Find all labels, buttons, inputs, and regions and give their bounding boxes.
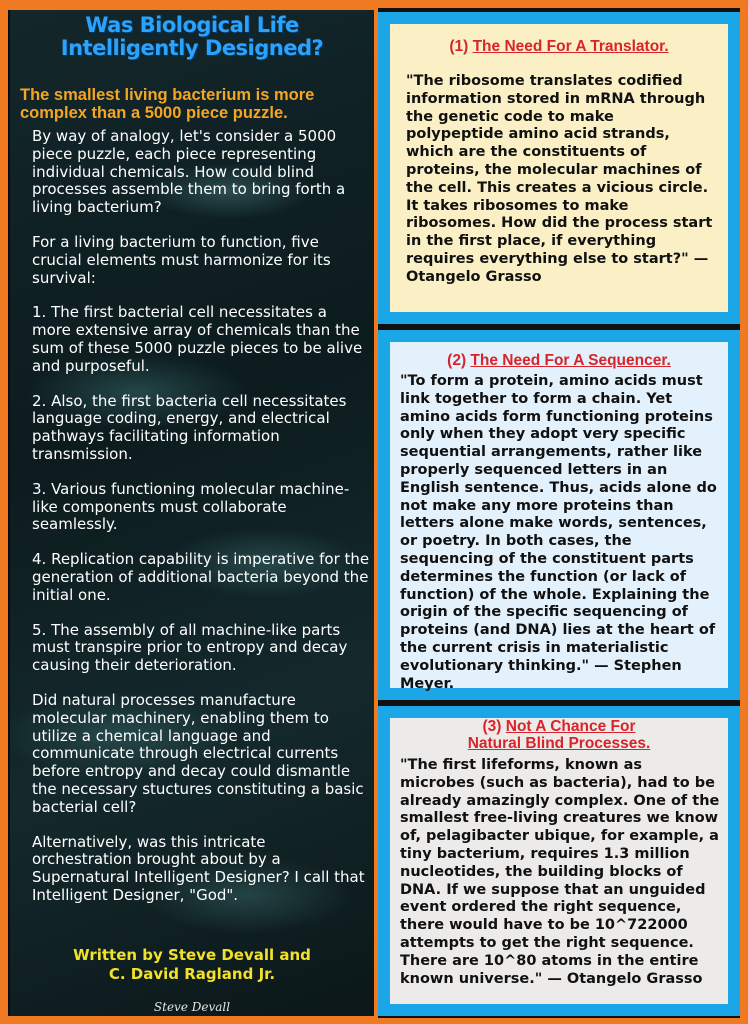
box-number: (1) [449, 38, 469, 55]
box-number: (2) [447, 352, 467, 369]
paragraph: By way of analogy, let's consider a 5000 piece puzzle, each piece representing individual chemicals. How could blind processes assemble them to bring forth a living bacterium? [32, 127, 346, 217]
page-title [10, 14, 374, 60]
title-line-1: Was Biological Life [85, 13, 299, 37]
paragraph: 4. Replication capability is imperative for the generation of additional bacteria beyond the initial one. [32, 550, 370, 604]
left-panel [8, 10, 374, 1016]
box-heading [390, 352, 728, 369]
author-credit [10, 946, 374, 984]
signature: Steve Devall [153, 1000, 231, 1014]
quote-box-sequencer [378, 330, 740, 700]
paragraph: 2. Also, the first bacteria cell necessitates language coding, energy, and electrical pathways facilitating information transmission. [32, 391, 347, 463]
quote-box-translator [378, 12, 740, 324]
box-heading-text: The Need For A Sequencer. [470, 352, 671, 369]
quote-text: "The first lifeforms, known as microbes (such as bacteria), had to be already amazingly complex. One of the smallest free-living creatures we know of, pelagibacter ubique, for example, a tiny bacterium, requires 1.3 million nucleotides, the building blocks of DNA. If we suppose that an unguided event ordered the right sequence, there would have to be 10^722000 attempts to get the right sequence. There are 10^80 atoms in the entire known universe." — Otangelo Grasso [400, 757, 720, 987]
box-number: (3) [482, 718, 502, 735]
credit-line-1: Written by Steve Devall and [73, 946, 311, 964]
paragraph: 1. The first bacterial cell necessitates a more extensive array of chemicals than the sum of these 5000 puzzle pieces to be alive and purposeful. [32, 303, 363, 375]
quote-box-chance [378, 706, 740, 1016]
paragraph: For a living bacterium to function, five crucial elements must harmonize for its survival: [32, 232, 331, 287]
article-body [32, 128, 370, 922]
box-heading-line-2: Natural Blind Processes. [467, 735, 651, 752]
title-line-2: Intelligently Designed? [60, 36, 324, 60]
subtitle: The smallest living bacterium is more complex than a 5000 piece puzzle. [20, 86, 315, 122]
credit-line-2: C. David Ragland Jr. [108, 965, 276, 983]
box-heading [390, 718, 728, 752]
box-heading [390, 38, 728, 55]
paragraph: Alternatively, was this intricate orchestration brought about by a Supernatural Intelligent Designer? I call that Intelligent Designer, "God". [32, 832, 365, 904]
paragraph: Did natural processes manufacture molecular machinery, enabling them to utilize a chemical language and communicate through electrical currents before entropy and decay could dismantle the necessary stuctures constituting a basic bacterial cell? [32, 690, 364, 816]
paragraph: 5. The assembly of all machine-like parts must transpire prior to entropy and decay causing their deterioration. [32, 620, 348, 675]
box-heading-text: The Need For A Translator. [472, 38, 669, 55]
quote-text: "To form a protein, amino acids must link together to form a chain. Yet amino acids form functioning proteins only when they adopt very specific sequential arrangements, rather like properly sequenced letters in an English sentence. Thus, acids alone do not make any more proteins than letters alone make words, sentences, or poetry. In both cases, the sequencing of the constituent parts determines the function (or lack of function) of the whole. Explaining the origin of the specific sequencing of proteins (and DNA) lies at the heart of the current crisis in materialistic evolutionary thinking." — Stephen Meyer. [400, 373, 717, 692]
quote-text: "The ribosome translates codified information stored in mRNA through the genetic code to make polypeptide amino acid strands, which are the constituents of proteins, the molecular machines of the cell. This creates a vicious circle. It takes ribosomes to make ribosomes. How did the process start in the first place, if everything requires everything else to start?" — Otangelo Grasso [406, 73, 713, 285]
paragraph: 3. Various functioning molecular machine-like components must collaborate seamlessly. [32, 479, 350, 534]
right-column [378, 8, 740, 1018]
box-heading-line-1: Not A Chance For [505, 718, 636, 735]
